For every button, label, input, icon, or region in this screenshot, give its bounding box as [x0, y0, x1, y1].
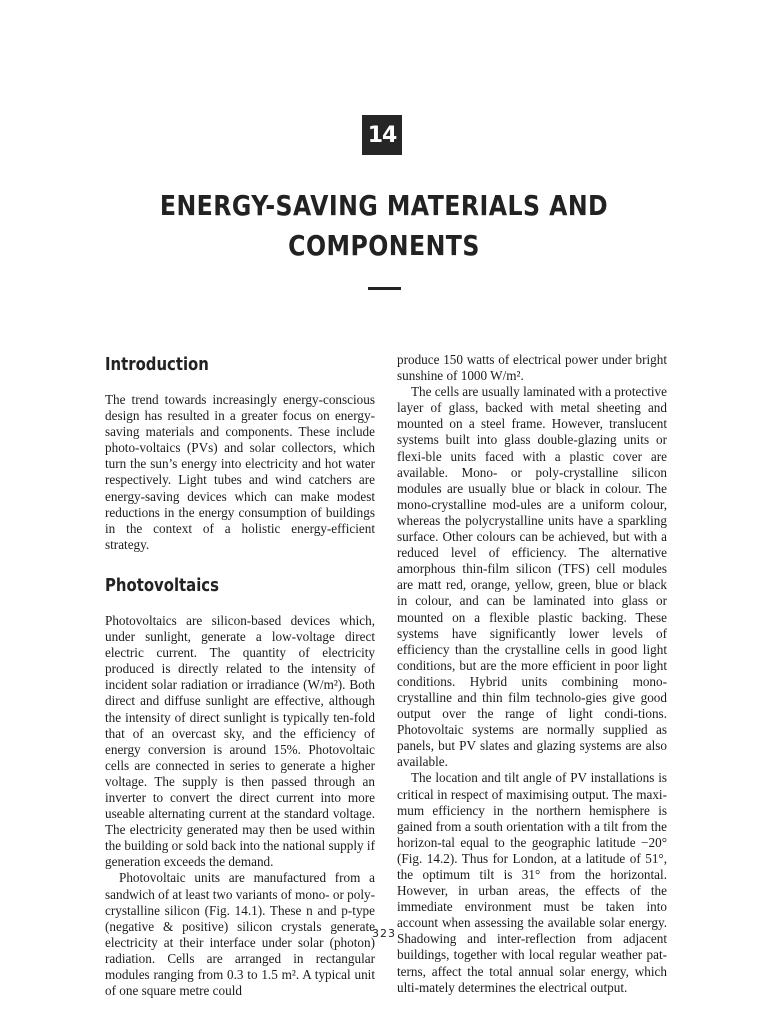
- right-paragraph-3: The location and tilt angle of PV installations is critical in respect of maximising output. The maxi-mum efficiency in the northern hemisphere is gained from a south orientation with a tilt from the horizon-tal equal to the geographic latitude −20° (Fig. 14.2). Thus for London, at a latitude of 51°, the optimum tilt is 31° from the horizontal. However, in urban areas, the effects of the immediate environment must be taken into account when assessing the available solar energy. Shadowing and inter-reflection from adjacent buildings, together with local regular weather pat-terns, affect the total annual solar energy, which ulti-mately determines the electrical output.: [397, 770, 667, 995]
- right-paragraph-2: The cells are usually laminated with a protective layer of glass, backed with metal sheeting and mounted on a steel frame. However, translucent systems built into glass double-glazing units or flexi-ble units faced with a plastic cover are available. Mono- or poly-crystalline silicon modules are usually blue or black in colour. The mono-crystalline mod-ules are a uniform colour, whereas the polycrystalline units have a sparkling surface. Other colours can be achieved, but with a reduced level of efficiency. The alternative amorphous thin-film silicon (TFS) cell modules are matt red, orange, yellow, green, blue or black in colour, and can be laminated into glass or mounted on a flexible plastic backing. These systems have significantly lower levels of efficiency than the crystalline cells in good light conditions, but are the more efficient in poor light conditions. Hybrid units combining mono-crystalline and thin film technolo-gies give good output over the range of light condi-tions. Photovoltaic systems are normally supplied as panels, but PV slates and glazing systems are also available.: [397, 384, 667, 770]
- right-paragraph-1: produce 150 watts of electrical power under bright sunshine of 1000 W/m².: [397, 352, 667, 384]
- chapter-title-line-1: ENERGY-SAVING MATERIALS AND: [159, 190, 609, 222]
- photovoltaics-paragraph-1: Photovoltaics are silicon-based devices which, under sunlight, generate a low-voltage direct electric current. The quantity of electricity produced is directly related to the intensity of incident solar radiation or irradiance (W/m²). Both direct and diffuse sunlight are effective, although the intensity of direct sunlight is typically ten-fold that of an overcast sky, and the efficiency of energy conversion is around 15%. Photovoltaic cells are connected in series to generate a higher voltage. The supply is then passed through an inverter to convert the direct current into more useable alternating current at the standard voltage. The electricity generated may then be used within the building or sold back into the national supply if generation exceeds the demand.: [105, 612, 375, 870]
- chapter-number: 14: [367, 122, 397, 148]
- photovoltaics-heading: Photovoltaics: [105, 575, 219, 596]
- photovoltaics-paragraph-2: Photovoltaic units are manufactured from a sandwich of at least two variants of mono- or poly-crystalline silicon (Fig. 14.1). These n and p-type (negative & positive) silicon crystals generate electricity at their interface under solar (photon) radiation. Cells are arranged in rectangular modules ranging from 0.3 to 1.5 m². A typical unit of one square metre could: [105, 870, 375, 999]
- title-divider: [368, 287, 401, 290]
- page-number: 323: [372, 927, 396, 940]
- introduction-paragraph-1: The trend towards increasingly energy-conscious design has resulted in a greater focus on energy-saving materials and components. These include photo-voltaics (PVs) and solar collectors, which turn the sun’s energy into electricity and hot water respectively. Light tubes and wind catchers are energy-saving devices which can make modest reductions in the energy consumption of buildings in the context of a holistic energy-efficient strategy.: [105, 392, 375, 552]
- introduction-heading: Introduction: [105, 355, 209, 375]
- right-column: [397, 352, 667, 996]
- chapter-title-line-2: COMPONENTS: [288, 230, 480, 262]
- chapter-title: [105, 186, 662, 266]
- left-column: [105, 352, 375, 999]
- chapter-number-badge: [362, 115, 402, 155]
